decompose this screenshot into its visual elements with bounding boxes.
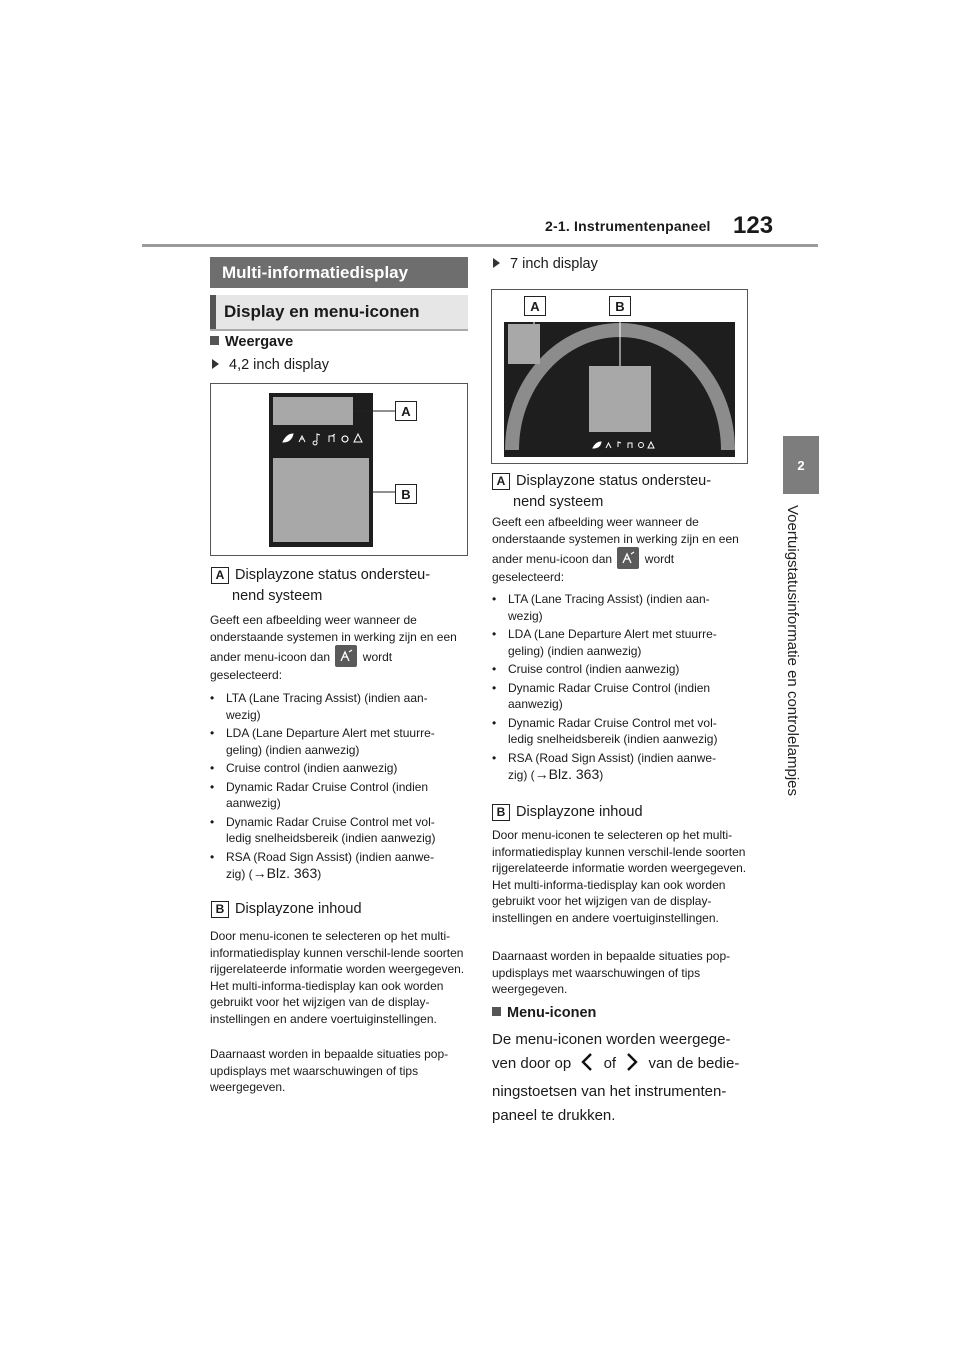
driver-assist-menu-icon	[335, 645, 357, 667]
zone-a-title-line1: Displayzone status ondersteu-	[235, 567, 431, 583]
zone-b-para1: Door menu-iconen te selecteren op het multi-informatiedisplay kunnen verschil-lende soorten rijgerelateerde informatie worden weergegeven. Het multi-informa-tiedisplay kan ook worden gebruikt voor het wijzigen van de display-instellingen en andere voertuiginstellingen.	[210, 929, 465, 1026]
list-item	[492, 661, 748, 678]
zone-b-para2: Daarnaast worden in bepaalde situaties pop-updisplays met waarschuwingen of tips weergegeven.	[492, 949, 731, 996]
bullet-text: Cruise control (indien aanwezig)	[508, 662, 680, 676]
figure-4-2-inch-display	[210, 383, 468, 556]
menu-icons-text-or: of	[603, 1055, 617, 1072]
zone-a-title	[492, 471, 711, 513]
bullet-text: Cruise control (indien aanwezig)	[226, 761, 398, 775]
chevron-left-icon	[581, 1052, 593, 1080]
large-display-zone-a	[508, 324, 540, 364]
page-reference-link[interactable]: →Blz. 363	[534, 766, 600, 782]
zone-b-para1: Door menu-iconen te selecteren op het multi-informatiedisplay kunnen verschil-lende soorten rijgerelateerde informatie worden weergegeven. Het multi-informa-tiedisplay kan ook worden gebruikt voor het wijzigen van de display-instellingen en andere voertuiginstellingen.	[492, 828, 747, 925]
chapter-tab: 2	[783, 436, 819, 494]
bullet-text: )	[599, 768, 604, 782]
bullet-text: LTA (Lane Tracing Assist) (indien aan-	[226, 691, 428, 705]
chapter-title: 2-1. Instrumentenpaneel	[545, 218, 711, 234]
callout-a: A	[524, 296, 546, 316]
subsection-title: Display en menu-iconen	[210, 295, 468, 329]
list-item	[210, 690, 468, 723]
triangle-bullet-icon	[493, 258, 500, 268]
bullet-text: ledig snelheidsbereik (indien aanwezig)	[508, 732, 718, 746]
small-display-zone-b	[273, 458, 369, 542]
bullet-text: Dynamic Radar Cruise Control (indien	[508, 680, 711, 695]
driver-assist-menu-icon	[617, 547, 639, 569]
weergave-heading	[210, 334, 293, 350]
zone-a-intro-after: wordt geselecteerd:	[492, 552, 675, 584]
zone-a-letter: A	[492, 473, 510, 490]
list-item	[492, 626, 748, 659]
zone-b-letter: B	[492, 804, 510, 821]
callout-b: B	[609, 296, 631, 316]
zone-a-intro	[492, 514, 748, 586]
bullet-text: wezig)	[508, 608, 543, 623]
zone-a-title-line2: nend systeem	[232, 588, 323, 604]
zone-a-intro	[210, 612, 466, 684]
zone-b-title	[492, 802, 643, 823]
page-reference-link[interactable]: →Blz. 363	[252, 865, 318, 881]
zone-b-para2: Daarnaast worden in bepaalde situaties pop-updisplays met waarschuwingen of tips weergegeven.	[210, 1047, 449, 1094]
bullet-text: RSA (Road Sign Assist) (indien aanwe-	[508, 750, 717, 765]
zone-a-letter: A	[211, 567, 229, 584]
bullet-text: Dynamic Radar Cruise Control (indien	[226, 779, 429, 794]
list-item	[492, 750, 748, 784]
chevron-right-icon	[626, 1052, 638, 1080]
zone-a-title-line2: nend systeem	[513, 494, 604, 510]
menu-icons-heading-text: Menu-iconen	[507, 1005, 597, 1021]
zone-a-bullet-list	[492, 591, 748, 786]
small-display-label	[212, 357, 329, 373]
bullet-text: LTA (Lane Tracing Assist) (indien aan-	[508, 592, 710, 606]
bullet-text: LDA (Lane Departure Alert met stuurre-	[226, 726, 435, 740]
bullet-text: Dynamic Radar Cruise Control met vol-	[508, 715, 717, 730]
bullet-text: aanwezig)	[226, 796, 281, 810]
figure-7-inch-display	[491, 289, 748, 464]
zone-a-intro-text: Geeft een afbeelding weer wanneer de onderstaande systemen in werking zijn en een ander menu-icoon dan	[492, 515, 739, 566]
square-bullet-icon	[210, 336, 219, 345]
zone-a-title	[211, 565, 430, 607]
section-title: Multi-informatiedisplay	[210, 257, 468, 288]
small-display-zone-a	[273, 397, 353, 425]
subsection-rule	[210, 329, 468, 331]
chapter-vertical-title: Voertuigstatusinformatie en controlelampjes	[784, 505, 801, 796]
bullet-text: aanwezig)	[508, 697, 563, 711]
large-display-zone-b	[589, 366, 651, 432]
list-item	[210, 849, 468, 883]
list-item	[210, 779, 468, 812]
list-item	[492, 591, 748, 624]
zone-b-title-text: Displayzone inhoud	[516, 804, 643, 820]
zone-a-intro-after: wordt geselecteerd:	[210, 650, 393, 682]
bullet-text: ledig snelheidsbereik (indien aanwezig)	[226, 831, 436, 845]
square-bullet-icon	[492, 1007, 501, 1016]
header-rule	[142, 244, 818, 247]
bullet-text: geling) (indien aanwezig)	[508, 643, 642, 658]
list-item	[210, 814, 468, 847]
zone-b-title	[211, 899, 362, 920]
page-number: 123	[733, 212, 774, 239]
bullet-text: RSA (Road Sign Assist) (indien aanwe-	[226, 849, 435, 864]
zone-b-title-text: Displayzone inhoud	[235, 901, 362, 917]
menu-icons-description	[492, 1028, 748, 1128]
list-item	[210, 760, 468, 777]
small-display-label-text: 4,2 inch display	[229, 357, 329, 373]
callout-a: A	[395, 401, 417, 421]
bullet-text: LDA (Lane Departure Alert met stuurre-	[508, 627, 717, 641]
zone-a-title-line1: Displayzone status ondersteu-	[516, 473, 712, 489]
menu-icons-text-after: van de bedie-ningstoetsen van het instrumenten-paneel te drukken.	[492, 1055, 740, 1124]
callout-b: B	[395, 484, 417, 504]
bullet-text: zig) (	[508, 768, 535, 782]
bullet-text: zig) (	[226, 867, 253, 881]
menu-icons-heading	[492, 1005, 596, 1021]
bullet-text: Dynamic Radar Cruise Control met vol-	[226, 814, 435, 829]
large-display-label	[493, 256, 598, 272]
bullet-text: )	[317, 867, 322, 881]
bullet-text: wezig)	[226, 707, 261, 722]
menu-icons-text-before: De menu-iconen worden weergege-ven door op	[492, 1031, 731, 1072]
zone-b-letter: B	[211, 901, 229, 918]
bullet-text: geling) (indien aanwezig)	[226, 742, 360, 757]
zone-a-bullet-list	[210, 690, 468, 885]
weergave-heading-text: Weergave	[225, 334, 294, 350]
small-display-illustration	[211, 384, 467, 555]
list-item	[492, 680, 748, 713]
zone-a-intro-text: Geeft een afbeelding weer wanneer de onderstaande systemen in werking zijn en een ander menu-icoon dan	[210, 613, 457, 664]
triangle-bullet-icon	[212, 359, 219, 369]
large-display-label-text: 7 inch display	[510, 256, 598, 272]
list-item	[492, 715, 748, 748]
list-item	[210, 725, 468, 758]
